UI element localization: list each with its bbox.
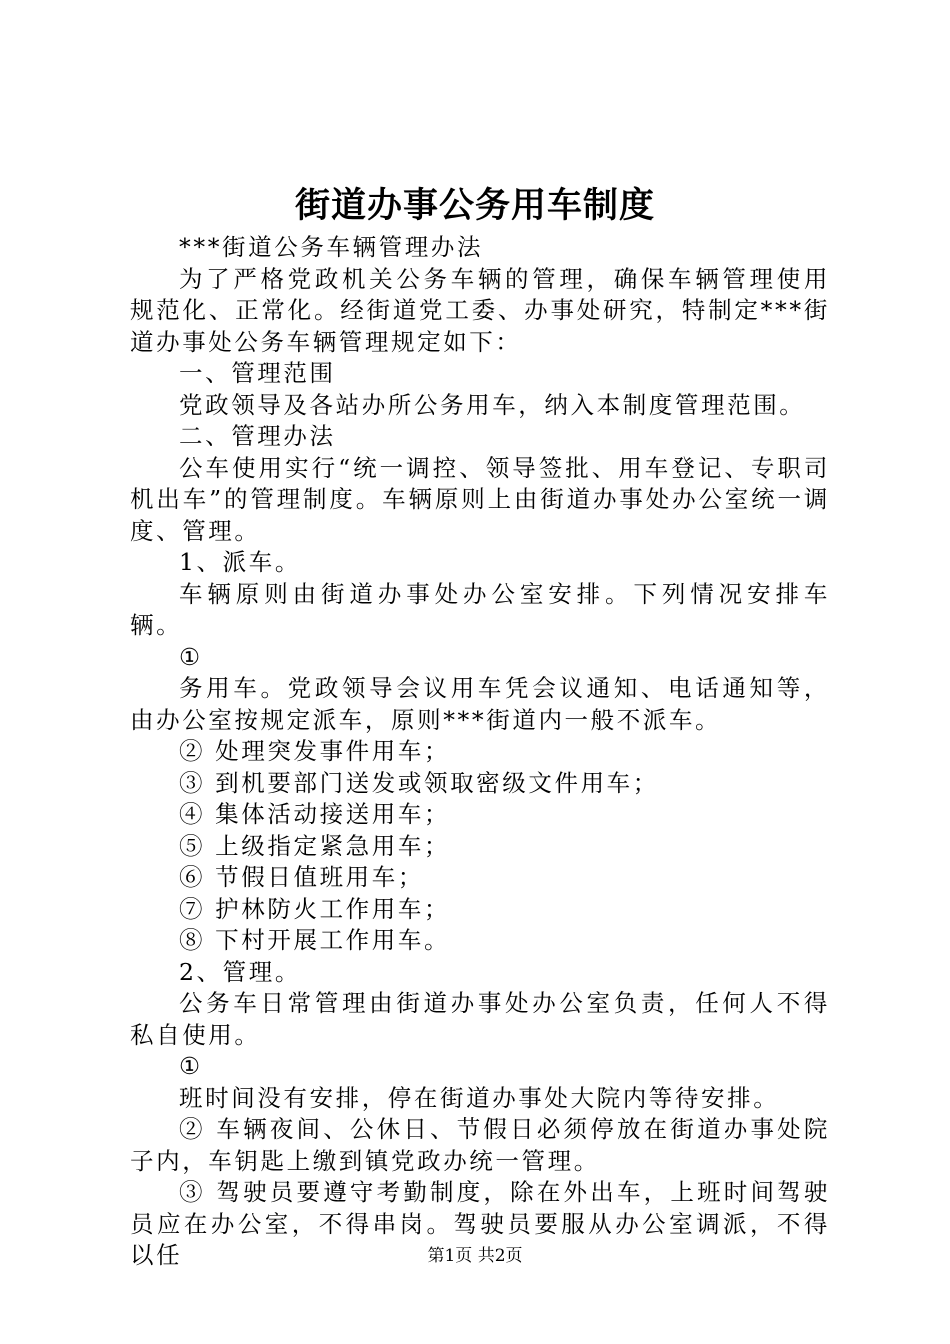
document-body [130,232,830,1272]
list-marker: ① [179,1052,203,1080]
list-item: ⑤ 上级指定紧急用车； [179,831,451,860]
section-heading: 二、管理办法 [179,422,336,450]
subsection-heading: 2、管理。 [179,957,301,986]
list-item: ⑧ 下村开展工作用车。 [179,926,451,954]
list-item: ③ 到机要部门送发或领取密级文件用车； [179,768,659,797]
list-marker: ① [179,642,203,671]
paragraph: 公务车日常管理由街道办事处办公室负责，任何人不得私自使用。 [130,989,830,1049]
list-item: ② 处理突发事件用车； [179,737,451,765]
list-item: ⑥ 节假日值班用车； [179,863,424,891]
list-item: ③ 驾驶员要遵守考勤制度，除在外出车，上班时间驾驶员应在办公室，不得串岗。驾驶员要服从办公室调派，不得以任 [130,1178,830,1269]
paragraph: 为了严格党政机关公务车辆的管理，确保车辆管理使用规范化、正常化。经街道党工委、办事处研究，特制定***街道办事处公务车辆管理规定如下： [130,264,830,356]
section-heading: 一、管理范围 [179,359,336,387]
list-item: ⑦ 护林防火工作用车； [179,894,451,923]
paragraph: 党政领导及各站办所公务用车，纳入本制度管理范围。 [179,390,806,419]
subsection-heading: 1、派车。 [179,548,301,576]
paragraph: 公车使用实行“统一调控、领导签批、用车登记、专职司机出车”的管理制度。车辆原则上由街道办事处办公室统一调度、管理。 [130,453,830,545]
list-item: ② 车辆夜间、公休日、节假日必须停放在街道办事处院子内，车钥匙上缴到镇党政办统一管理。 [130,1115,830,1175]
paragraph: ***街道公务车辆管理办法 [179,233,484,261]
paragraph: 班时间没有安排，停在街道办事处大院内等待安排。 [179,1083,780,1112]
document-title: 街道办事公务用车制度 [294,185,655,226]
paragraph: 务用车。党政领导会议用车凭会议通知、电话通知等，由办公室按规定派车，原则***街道内一般不派车。 [130,674,830,734]
page-footer: 第1页 共2页 [427,1246,523,1266]
list-item: ④ 集体活动接送用车； [179,800,451,828]
paragraph: 车辆原则由街道办事处办公室安排。下列情况安排车辆。 [130,579,830,639]
